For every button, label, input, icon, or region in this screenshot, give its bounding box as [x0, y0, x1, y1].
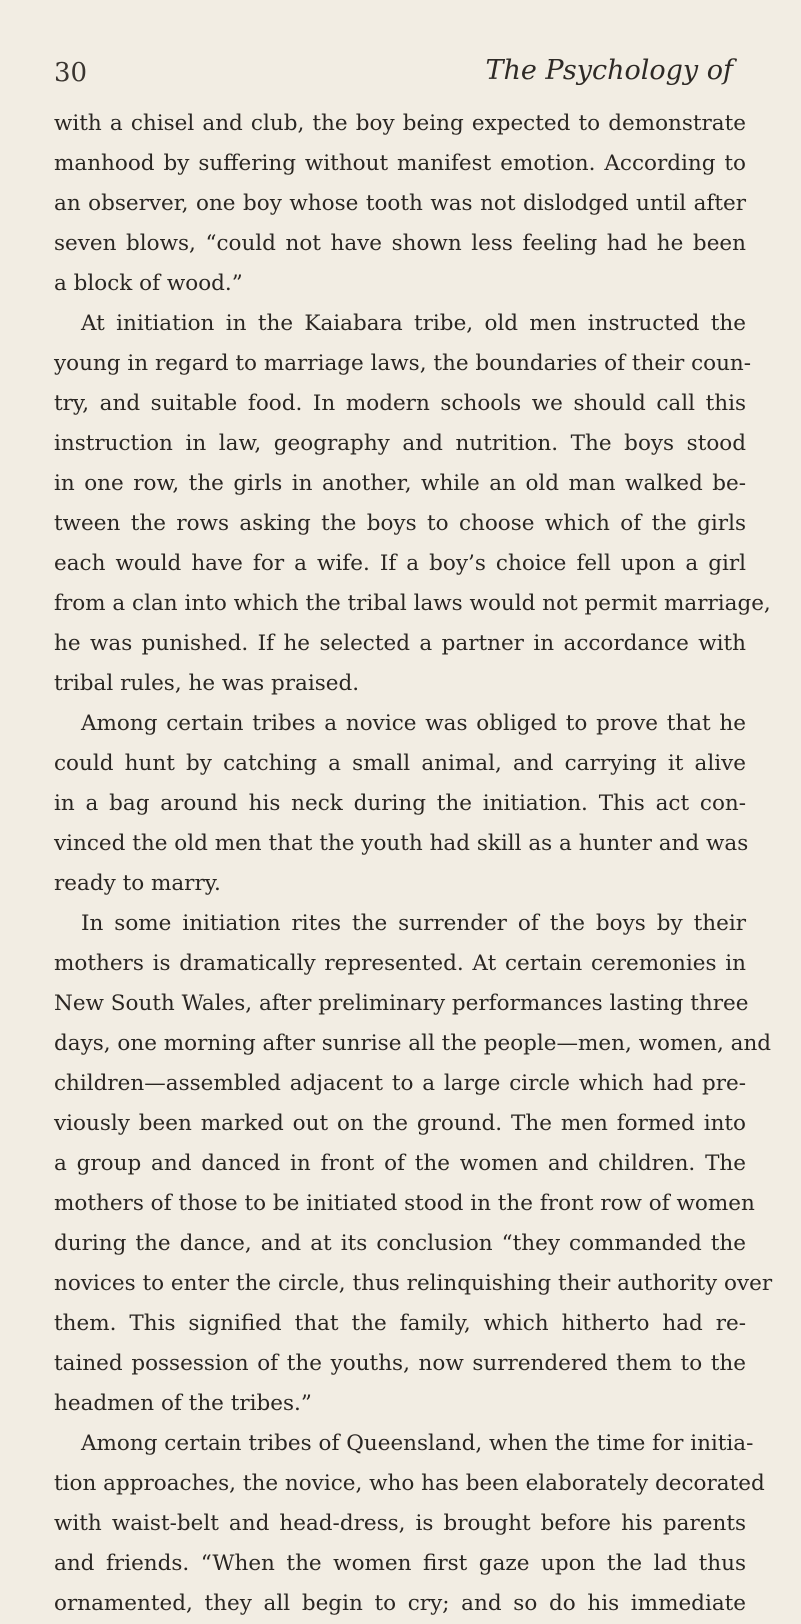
text-line: New South Wales, after preliminary performances lasting three: [54, 991, 749, 1016]
text-line: could hunt by catching a small animal, and carrying it alive: [54, 751, 746, 776]
text-line: from a clan into which the tribal laws would not permit marriage,: [54, 591, 771, 616]
text-line: viously been marked out on the ground. The men formed into: [54, 1111, 746, 1136]
text-line: young in regard to marriage laws, the boundaries of their coun-: [54, 351, 752, 376]
text-line: vinced the old men that the youth had skill as a hunter and was: [54, 831, 749, 856]
text-line: mothers is dramatically represented. At certain ceremonies in: [54, 951, 746, 976]
text-line: headmen of the tribes.”: [54, 1391, 312, 1416]
text-line: children—assembled adjacent to a large circle which had pre-: [54, 1071, 746, 1096]
text-line: try, and suitable food. In modern schools we should call this: [54, 391, 746, 416]
text-line: an observer, one boy whose tooth was not dislodged until after: [54, 191, 746, 216]
text-line: ornamented, they all begin to cry; and so do his immediate: [54, 1591, 746, 1616]
text-line: with waist-belt and head-dress, is brought before his parents: [54, 1511, 746, 1536]
text-line: a group and danced in front of the women and children. The: [54, 1151, 746, 1176]
text-line: At initiation in the Kaiabara tribe, old men instructed the: [81, 311, 746, 336]
text-line: tained possession of the youths, now surrendered them to the: [54, 1351, 746, 1376]
page-number: 30: [54, 58, 88, 88]
text-line: tribal rules, he was praised.: [54, 671, 360, 696]
text-line: with a chisel and club, the boy being expected to demonstrate: [54, 111, 746, 136]
text-line: seven blows, “could not have shown less feeling had he been: [54, 231, 746, 256]
text-line: Among certain tribes a novice was obliged to prove that he: [81, 711, 746, 736]
text-line: a block of wood.”: [54, 271, 243, 296]
text-line: Among certain tribes of Queensland, when the time for initia-: [81, 1431, 754, 1456]
text-line: tion approaches, the novice, who has been elaborately decorated: [54, 1471, 765, 1496]
text-line: in a bag around his neck during the initiation. This act con-: [54, 791, 746, 816]
text-line: he was punished. If he selected a partner in accordance with: [54, 631, 746, 656]
text-line: in one row, the girls in another, while an old man walked be-: [54, 471, 746, 496]
text-line: each would have for a wife. If a boy’s choice fell upon a girl: [54, 551, 746, 576]
text-line: during the dance, and at its conclusion “they commanded the: [54, 1231, 746, 1256]
body-text: [54, 104, 773, 1624]
text-line: days, one morning after sunrise all the people—men, women, and: [54, 1031, 772, 1056]
text-line: them. This signified that the family, which hitherto had re-: [54, 1311, 746, 1336]
text-line: In some initiation rites the surrender of the boys by their: [81, 911, 746, 936]
running-head: The Psychology of: [485, 55, 733, 86]
text-line: manhood by suffering without manifest emotion. According to: [54, 151, 746, 176]
text-line: ready to marry.: [54, 871, 221, 896]
text-line: mothers of those to be initiated stood in the front row of women: [54, 1191, 755, 1216]
text-line: tween the rows asking the boys to choose which of the girls: [54, 511, 746, 536]
text-line: novices to enter the circle, thus relinquishing their authority over: [54, 1271, 773, 1296]
text-line: and friends. “When the women first gaze upon the lad thus: [54, 1551, 746, 1576]
text-line: instruction in law, geography and nutrition. The boys stood: [54, 431, 746, 456]
